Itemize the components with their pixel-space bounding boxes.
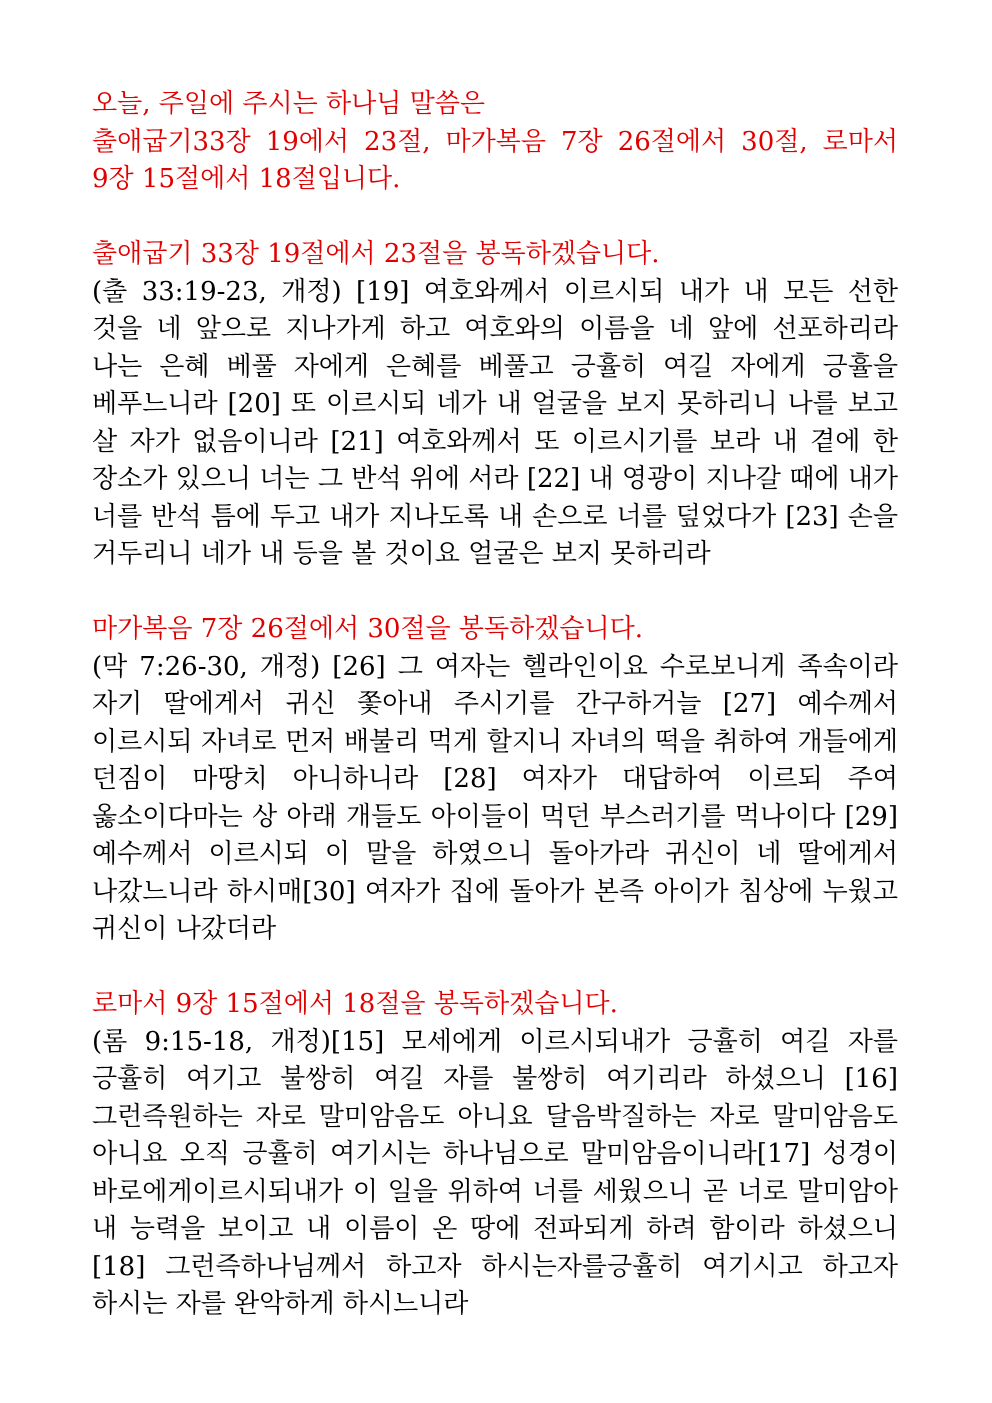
section-heading-mark: 마가복음 7장 26절에서 30절을 봉독하겠습니다.: [92, 614, 644, 644]
section-text-mark: (막 7:26-30, 개정) [26] 그 여자는 헬라인이요 수로보니게 족속이라 자기 딸에게서 귀신 쫓아내 주시기를 간구하거늘 [27] 예수께서 이르시되 자녀로 먼저 배불리 먹게 할지니 자녀의 떡을 취하여 개들에게 던짐이 마땅치 아니하니라 [28] 여자가 대답하여 이르되 주여 옳소이다마는 상 아래 개들도 아이들이 먹던 부스러기를 먹나이다 [29] 예수께서 이르시되 이 말을 하였으니 돌아가라 귀신이 네 딸에게서 나갔느니라 하시매[30] 여자가 집에 돌아가 본즉 아이가 침상에 누웠고 귀신이 나갔더라: [92, 651, 898, 944]
document-page: [92, 86, 898, 1324]
section-text-romans: (롬 9:15-18, 개정)[15] 모세에게 이르시되내가 긍휼히 여길 자를 긍휼히 여기고 불쌍히 여길 자를 불쌍히 여기리라 하셨으니 [16] 그런즉원하는 자로 말미암음도 아니요 달음박질하는 자로 말미암음도 아니요 오직 긍휼히 여기시는 하나님으로 말미암음이니라[17] 성경이 바로에게이르시되내가 이 일을 위하여 너를 세웠으니 곧 너로 말미암아 내 능력을 보이고 내 이름이 온 땅에 전파되게 하려 함이라 하셨으니 [18] 그런즉하나님께서 하고자 하시는자를긍휼히 여기시고 하고자 하시는 자를 완악하게 하시느니라: [92, 1026, 898, 1319]
section-text-exodus: (출 33:19-23, 개정) [19] 여호와께서 이르시되 내가 내 모든 선한 것을 네 앞으로 지나가게 하고 여호와의 이름을 네 앞에 선포하리라 나는 은혜 베풀 자에게 은혜를 베풀고 긍휼히 여길 자에게 긍휼을 베푸느니라 [20] 또 이르시되 네가 내 얼굴을 보지 못하리니 나를 보고 살 자가 없음이니라 [21] 여호와께서 또 이르시기를 보라 내 곁에 한 장소가 있으니 너는 그 반석 위에 서라 [22] 내 영광이 지나갈 때에 내가 너를 반석 틈에 두고 내가 지나도록 내 손으로 너를 덮었다가 [23] 손을 거두리니 네가 내 등을 볼 것이요 얼굴은 보지 못하리라: [92, 276, 898, 569]
section-heading-exodus: 출애굽기 33장 19절에서 23절을 봉독하겠습니다.: [92, 239, 660, 269]
intro-scripture-list: 출애굽기33장 19에서 23절, 마가복음 7장 26절에서 30절, 로마서 9장 15절에서 18절입니다.: [92, 126, 898, 194]
section-heading-romans: 로마서 9장 15절에서 18절을 봉독하겠습니다.: [92, 989, 618, 1019]
section-spacer: [92, 199, 898, 237]
section-spacer: [92, 949, 898, 987]
section-spacer: [92, 574, 898, 612]
intro-line: 오늘, 주일에 주시는 하나님 말씀은: [92, 89, 485, 119]
